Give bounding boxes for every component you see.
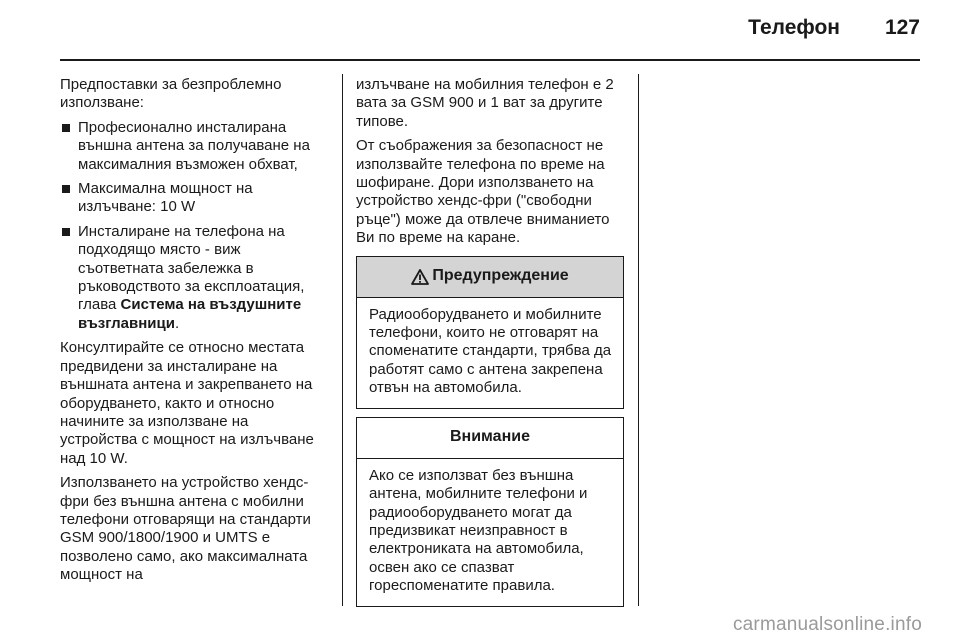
warning-box-title: Предупреждение (432, 267, 569, 285)
paragraph-handsfree: Използването на устройство хендс-фри без външна антена с мобилни телефони отговарящи на стандарти GSM 900/1800/1900 и UMTS е позволено само, ако максималната мощност на (60, 474, 311, 584)
warning-box-header (357, 257, 623, 298)
paragraph-antenna: Консултирайте се относно местата предвидени за инсталиране на външната антена и закрепването на оборудването, както и относно начините за използване на устройства с мощност на излъчване над 10 W. (60, 339, 314, 467)
page-title: Телефон (748, 16, 840, 39)
list-item-tail: . (174, 314, 180, 332)
cross-reference-link[interactable]: Система на въздушните възглавници (78, 296, 302, 332)
header-rule (60, 59, 920, 61)
list-item-text: Инсталиране на телефона на подходящо място - виж съответната забележка в ръководството за експлоатация, глава (78, 222, 305, 314)
page-number: 127 (884, 16, 920, 39)
list-item (60, 180, 328, 217)
list-item (60, 223, 328, 333)
list-item-text: Максимална мощност на излъчване: 10 W (78, 180, 253, 216)
watermark-text: carmanualsonline.info (732, 614, 922, 635)
warning-box-body: Радиооборудването и мобилните телефони, които не отговарят на споменатите стандарти, трябва да работят само с антена закрепена отвън на автомобила. (369, 305, 612, 397)
requirements-list (60, 119, 328, 333)
column-2 (356, 76, 624, 607)
paragraph-safety: От съображения за безопасност не използвайте телефона по време на шофиране. Дори използването на устройство хендс-фри ("свободни ръце") може да отвлече вниманието Ви по време на каране. (356, 137, 610, 247)
warning-box (356, 256, 624, 409)
bullet-square-icon (62, 228, 70, 236)
bullet-square-icon (62, 124, 70, 132)
column-divider-left (342, 74, 343, 606)
caution-box-header (357, 418, 623, 459)
caution-box-body: Ако се използват без външна антена, мобилните телефони и радиооборудването могат да предизвикат неизправност в електрониката на автомобила, освен ако се спазват гореспоменатите правила. (369, 466, 588, 595)
column-divider-right (638, 74, 639, 606)
bullet-square-icon (62, 185, 70, 193)
list-item-text: Професионално инсталирана външна антена за получаване на максималния възможен обхват, (78, 118, 310, 173)
list-item (60, 119, 328, 174)
paragraph-power: излъчване на мобилния телефон е 2 вата за GSM 900 и 1 ват за другите типове. (356, 76, 614, 130)
page-header (60, 0, 920, 58)
intro-text: Предпоставки за безпроблемно използване: (60, 76, 282, 112)
caution-box (356, 417, 624, 607)
warning-triangle-icon (411, 269, 429, 285)
column-1 (60, 76, 328, 591)
caution-box-title: Внимание (450, 428, 530, 446)
